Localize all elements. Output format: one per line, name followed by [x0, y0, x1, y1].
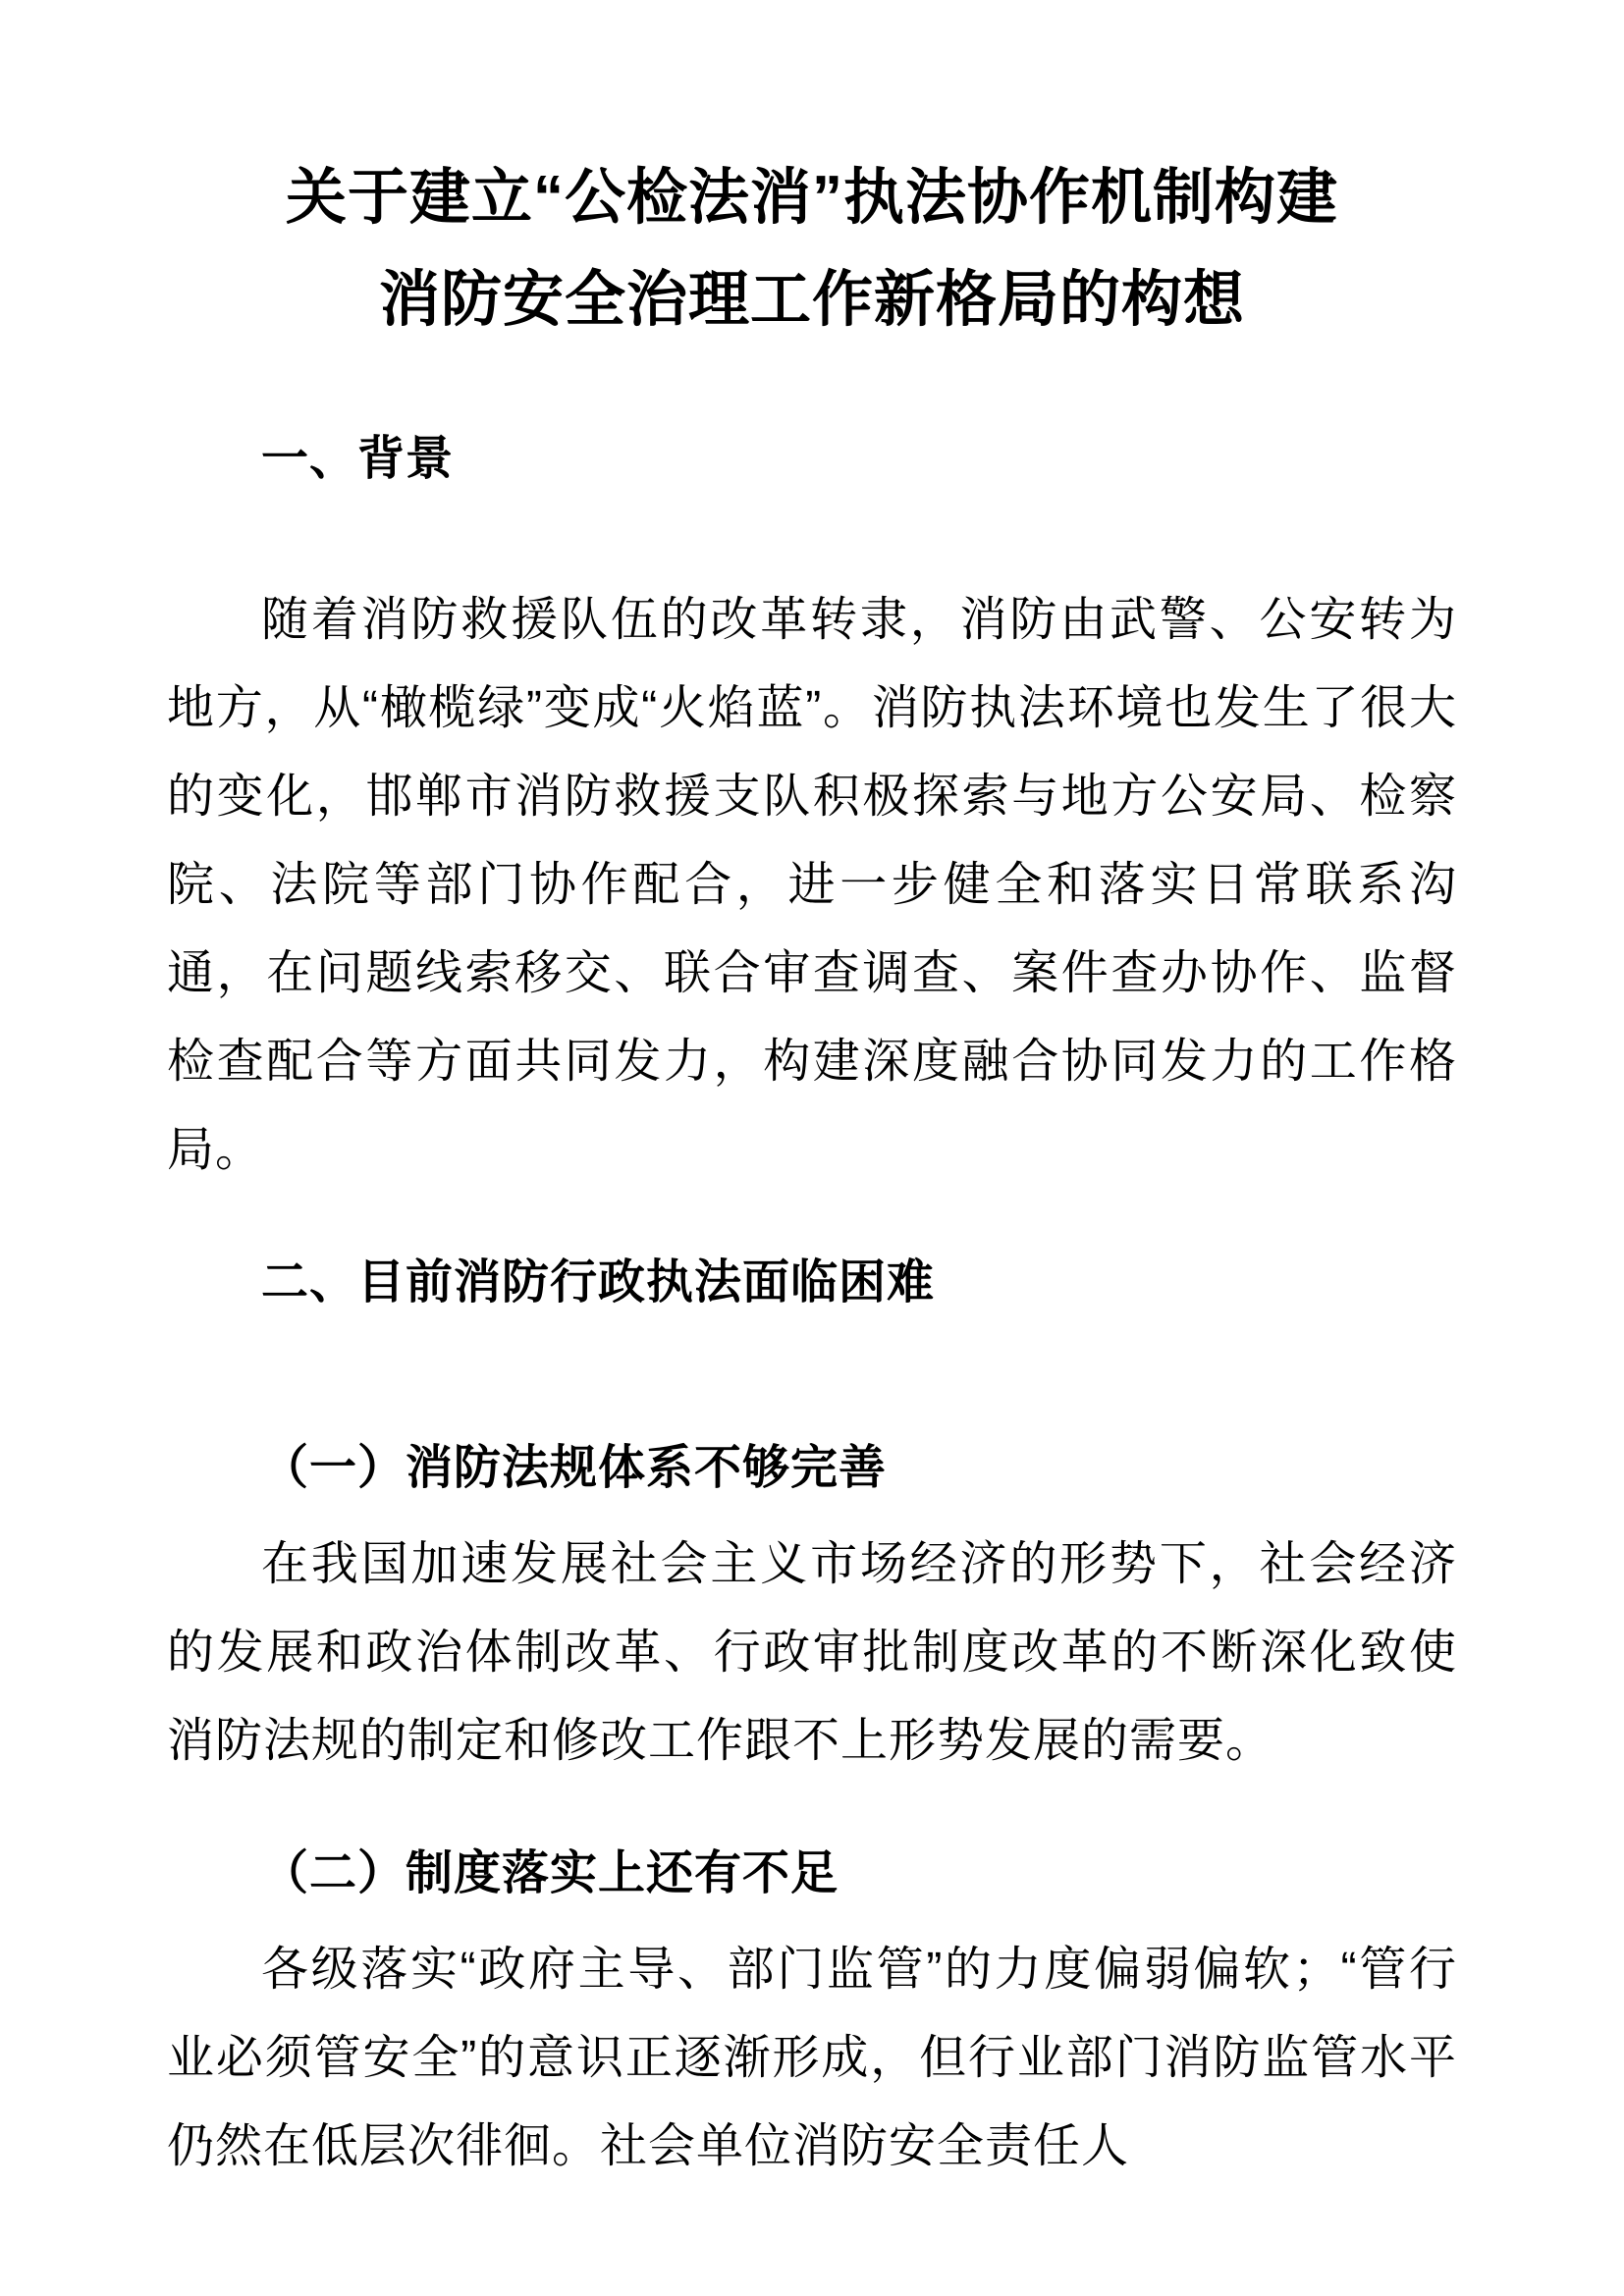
paragraph-background: 随着消防救援队伍的改革转隶，消防由武警、公安转为地方，从“橄榄绿”变成“火焰蓝”。消防执法环境也发生了很大的变化，邯郸市消防救援支队积极探索与地方公安局、检察院、法院等部门协作配合，进一步健全和落实日常联系沟通，在问题线索移交、联合审查调查、案件查办协作、监督检查配合等方面共同发力，构建深度融合协同发力的工作格局。 — [167, 594, 1457, 1177]
subsection-heading-legal-system: （一）消防法规体系不够完善 — [261, 1442, 888, 1495]
section-heading-background: 一、背景 — [261, 433, 455, 486]
document-title — [167, 147, 1457, 351]
subsection-heading-implementation: （二）制度落实上还有不足 — [261, 1847, 839, 1900]
title-line-2: 消防安全治理工作新格局的构想 — [378, 266, 1245, 335]
subsection-paragraph-legal-system: 在我国加速发展社会主义市场经济的形势下，社会经济的发展和政治体制改革、行政审批制度改革的不断深化致使消防法规的制定和修改工作跟不上形势发展的需要。 — [167, 1538, 1457, 1768]
subsection-paragraph-implementation: 各级落实“政府主导、部门监管”的力度偏弱偏软；“管行业必须管安全”的意识正逐渐形成，但行业部门消防监管水平仍然在低层次徘徊。社会单位消防安全责任人 — [167, 1944, 1457, 2173]
section-heading-difficulties: 二、目前消防行政执法面临困难 — [261, 1256, 936, 1309]
title-line-1: 关于建立“公检法消”执法协作机制构建 — [285, 164, 1338, 232]
